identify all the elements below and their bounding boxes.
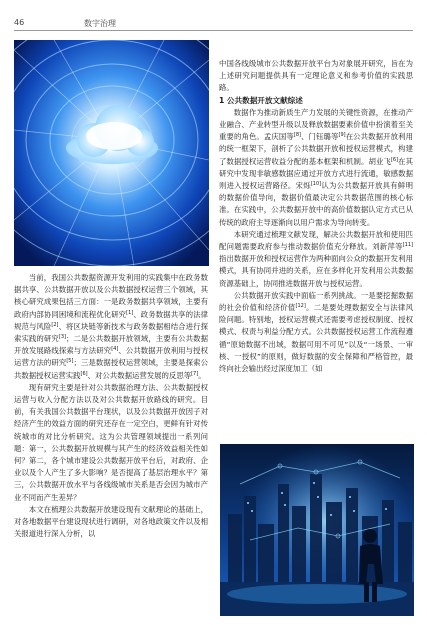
citation: [6] xyxy=(390,156,399,163)
journal-title: 数字治理 xyxy=(84,19,116,28)
citation: [5] xyxy=(66,358,74,365)
paragraph: 公共数据开放实践中面临一系列挑战。一是要挖掘数据的社会价值和经济价值[12]。二是要处理数据安全与法律风险问题。特别地，授权运营模式还需要考虑授权制度、授权模式、权责与利益分配方式。公共数据授权运营工作流程遵循“原始数据不出域，数据可用不可见”以及“一场景、一审核、一授权”的原则，做好数据的安全保障和严格管控，最终向社会输出经过深度加工（如 xyxy=(219,290,413,374)
citation: [6] xyxy=(80,370,88,377)
paragraph: 现有研究主要是针对公共数据治理方法、公共数据授权运营与收入分配方法以及对公共数据开放路线的研究。目前，有关我国公共数据平台现状，以及公共数据开放因子对经济产生的效益方面的研究还存在一定空白，更鲜有针对传统城市的对比分析研究。这为公共管理领域提出一系列问题：第一，公共数据开放规模与其产生的经济效益相关性如何？第二，各个城市建设公共数据开放平台后，对政府、企业以及个人产生了多大影响？是否提高了基层治理水平？第三，公共数据开放水平与各线级城市关系是否会因为城市产业不同而产生差异？ xyxy=(14,382,208,502)
citation: [3] xyxy=(58,334,66,341)
paragraph: 本研究通过梳理文献发现，解决公共数据开放和使用匹配问题需要政府参与推动数据价值充分释放。刘新萍等[11]指出数据开放和授权运营作为两种面向公众的数据开发利用模式，具有协同并进的关系，应在多样化开发利用公共数据资源基础上，协同推进数据开放与授权运营。 xyxy=(219,229,413,288)
page-number: 46 xyxy=(14,18,25,27)
cloud-tunnel-figure xyxy=(14,40,209,266)
paragraph: 中国各线级城市公共数据开放平台为对象展开研究，旨在为上述研究问题提供具有一定理论意义和参考价值的实践思路。 xyxy=(219,59,413,93)
citation: [1] xyxy=(126,309,134,316)
page-header xyxy=(0,0,427,34)
smart-city-figure xyxy=(220,444,414,616)
citation: [8] xyxy=(293,132,301,139)
header-rule xyxy=(14,30,413,31)
citation: [11] xyxy=(402,242,413,249)
citation: [2] xyxy=(51,321,59,328)
section-heading: 1 公共数据开放文献综述 xyxy=(219,95,303,105)
cloud-tunnel-image xyxy=(14,40,209,266)
paragraph: 数据作为推动新质生产力发展的关键性资源，在推动产业融合、产业转型升级以及释放数据要素价值中扮演着至关重要的角色。孟庆国等[8]、门钰璐等[9]在公共数据开放利用的统一框架下，剖析了公共数据开放和授权运营模式，构建了数据授权运营收益分配的基本框架和机制。胡业飞[6]在其研究中发现非敏感数据应通过开放方式进行流通，敏感数据则进入授权运营路径。宋烁[10]认为公共数据开放具有鲜明的数据价值导向，数据价值最决定公共数据范围的核心标准。在实践中，公共数据开放中的高价值数据认定方式已从传统的政府主导逐渐向以用户需求为导向转变。 xyxy=(219,107,413,227)
citation: [4] xyxy=(111,346,119,353)
citation: [10] xyxy=(310,181,322,188)
citation: [12] xyxy=(295,303,306,310)
citation: [9] xyxy=(338,132,346,139)
paragraph: 本文在梳理公共数据开放建设现有文献理论的基础上，对各地数据平台建设现状进行调研，对各地政策文件以及相关报道进行深入分析，以 xyxy=(14,504,208,539)
paragraph: 当前，我国公共数据资源开发利用的实践集中在政务数据共享、公共数据开放以及公共数据授权运营三个领域，其核心研究成果包括三方面：一是政务数据共享领域，主要有政府内部协同困境和流程优化研究[1]、政务数据共享的法律规范与风险[2]、将区块链等新技术与政务数据相结合进行探索实践的研究[3]；二是公共数据开放领域，主要有公共数据开放发展路线探索与方法研究[4]、公共数据开放利用与授权运营方法的研究[5]；三是数据授权运营领域，主要是探索公共数据授权运营实践[6]、对公共数据运营发展的反思等[7]。 xyxy=(14,273,208,380)
citation: [7] xyxy=(191,370,199,377)
right-column xyxy=(219,58,413,375)
smart-city-image xyxy=(220,444,414,616)
left-column xyxy=(14,272,208,540)
